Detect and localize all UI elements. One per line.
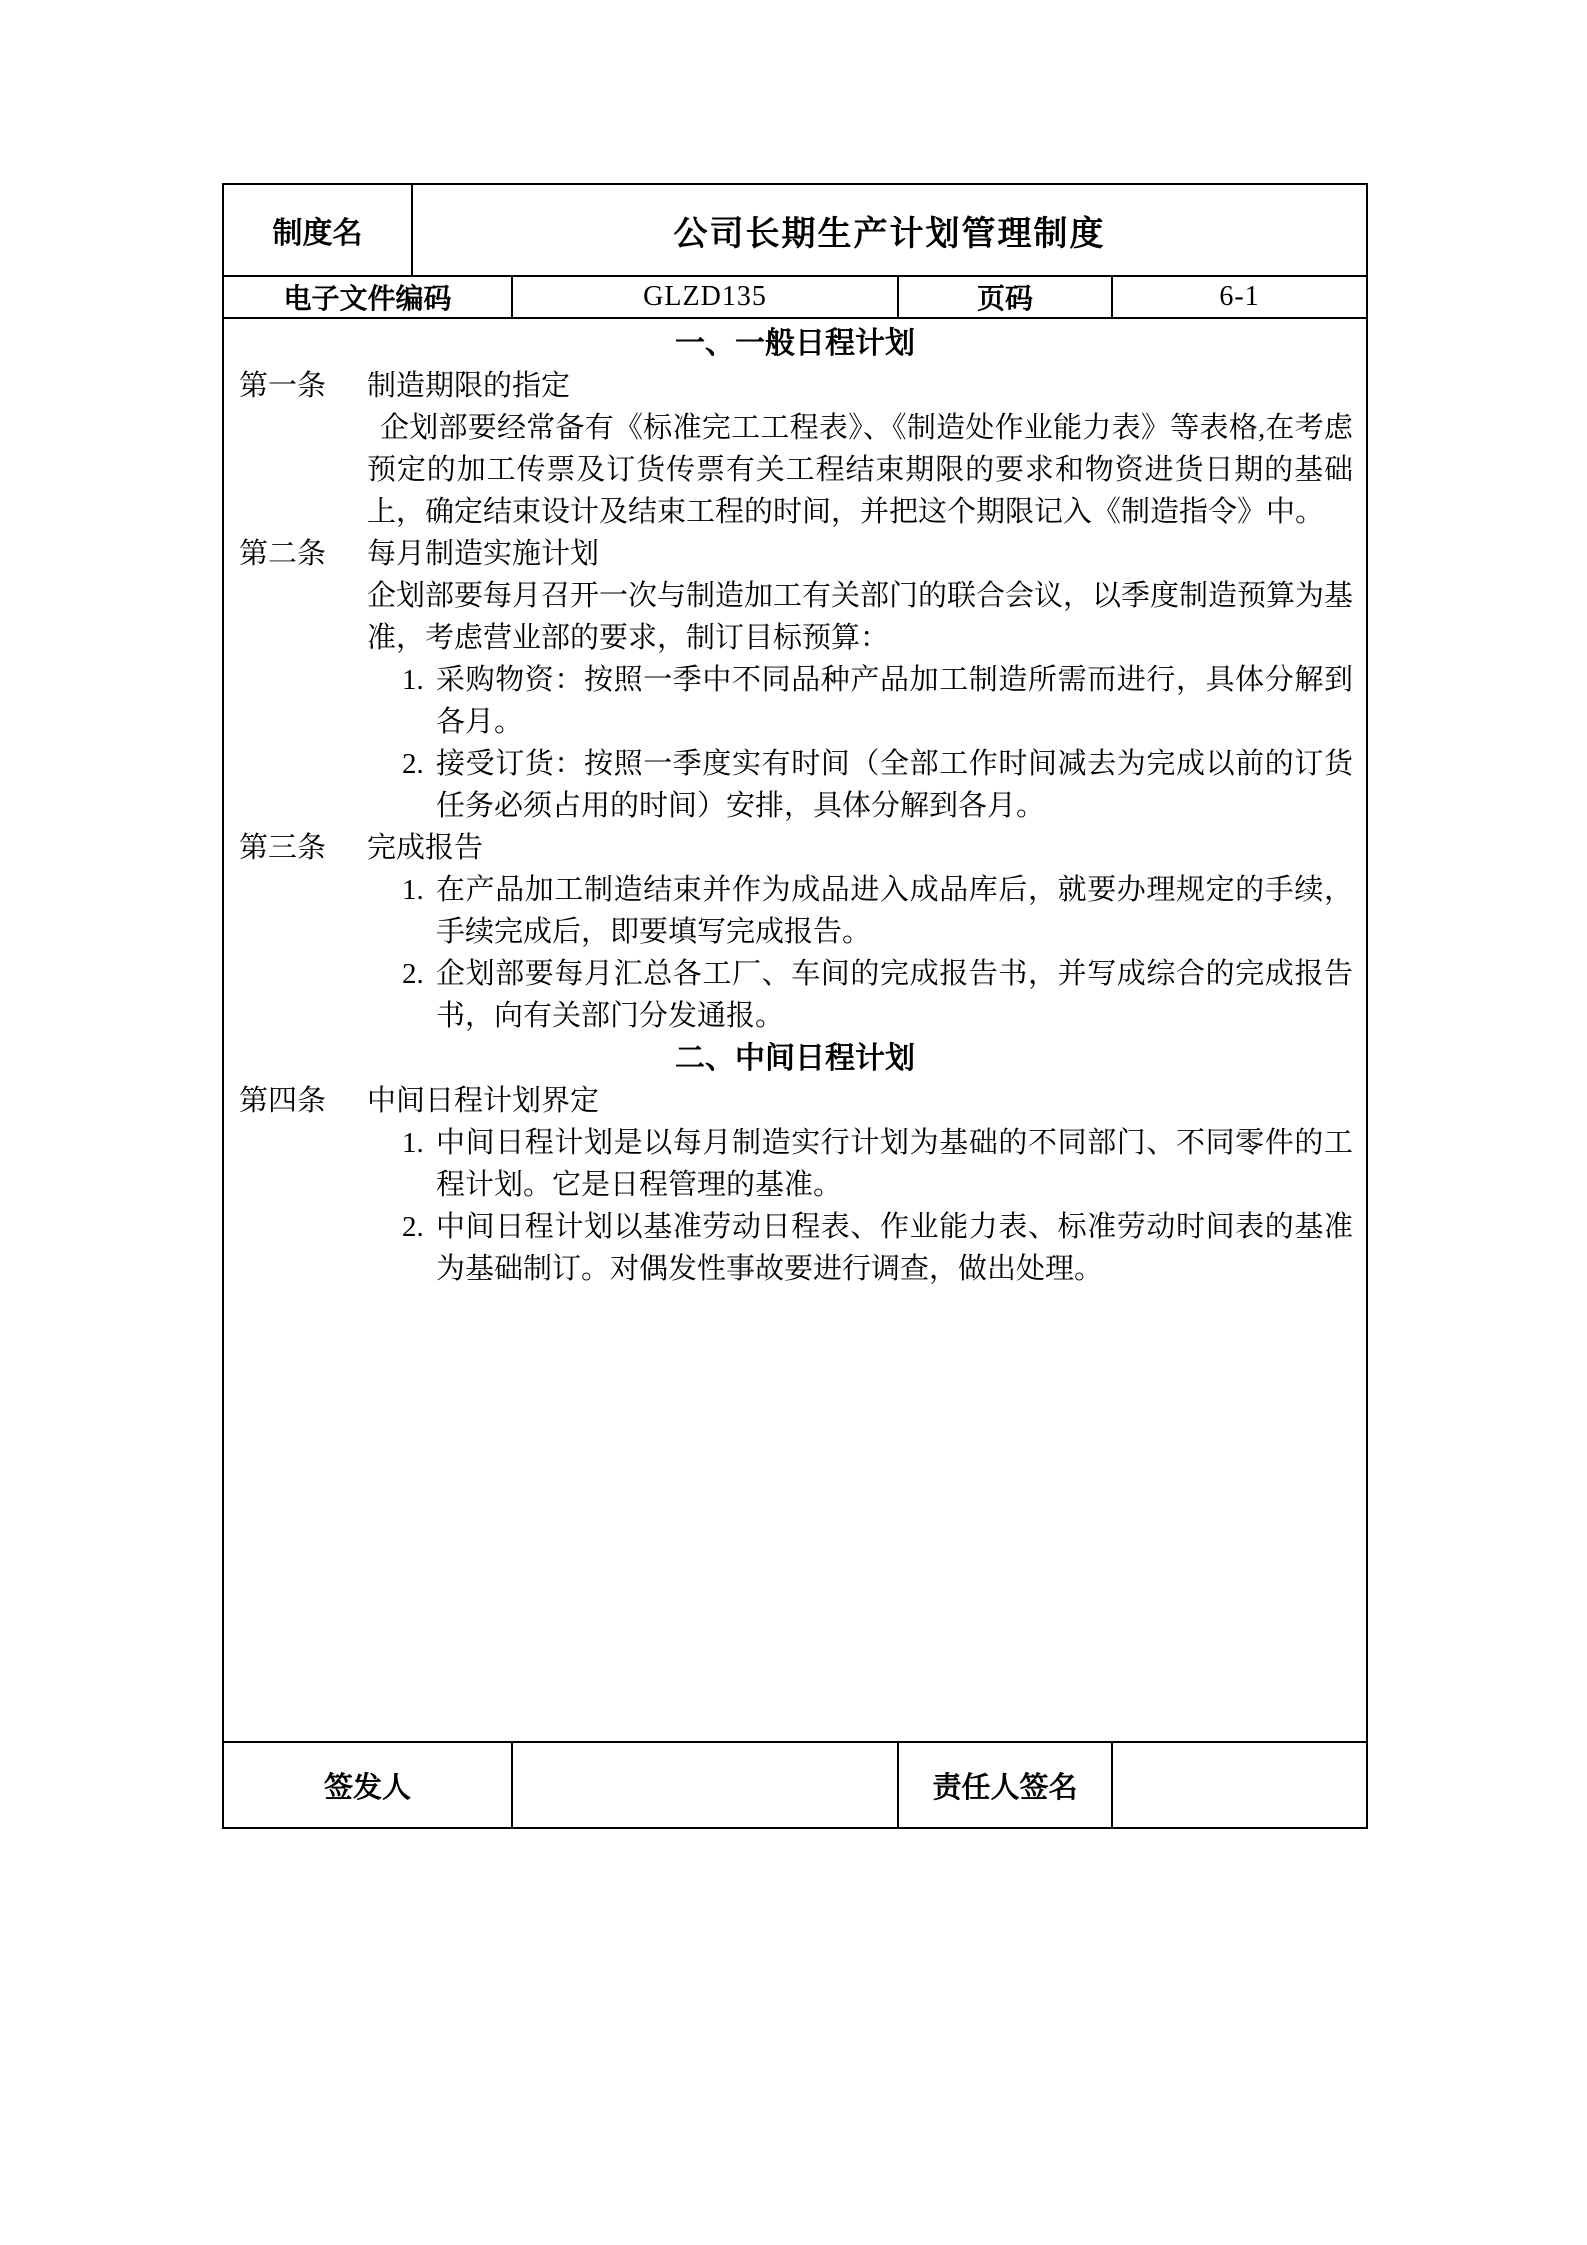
article-2-head <box>224 533 1366 575</box>
article-2 <box>224 533 1366 827</box>
article-4-item-1 <box>402 1122 1353 1206</box>
article-2-number: 第二条 <box>239 538 327 570</box>
page-number-label: 页码 <box>899 277 1113 317</box>
doc-code-value: GLZD135 <box>513 277 899 317</box>
article-1-head <box>224 365 1366 407</box>
item-number: 2. <box>402 958 424 990</box>
article-3-title: 完成报告 <box>367 832 484 864</box>
signer-value-cell <box>513 1743 899 1827</box>
page-number-value: 6-1 <box>1219 281 1260 312</box>
item-text: 采购物资：按照一季中不同品种产品加工制造所需而进行，具体分解到各月。 <box>436 664 1353 738</box>
article-3-item-2 <box>402 953 1353 1037</box>
article-3-number: 第三条 <box>239 832 327 864</box>
regulation-table <box>222 183 1368 1829</box>
meta-row <box>224 277 1366 319</box>
document-title: 公司长期生产计划管理制度 <box>673 214 1106 253</box>
article-4 <box>224 1080 1366 1290</box>
article-3 <box>224 827 1366 1037</box>
article-2-item-1 <box>402 659 1353 743</box>
item-number: 1. <box>402 664 424 696</box>
article-3-head <box>224 827 1366 869</box>
item-text: 中间日程计划以基准劳动日程表、作业能力表、标准劳动时间表的基准为基础制订。对偶发性事故要进行调查，做出处理。 <box>436 1211 1353 1285</box>
item-number: 1. <box>402 874 424 906</box>
article-1-number: 第一条 <box>239 370 327 402</box>
signer-label: 签发人 <box>224 1743 513 1827</box>
section-heading-general-schedule: 一、一般日程计划 <box>675 327 915 360</box>
responsible-signature-value-cell <box>1113 1743 1366 1827</box>
article-4-head <box>224 1080 1366 1122</box>
signature-row <box>224 1743 1366 1827</box>
doc-code-label: 电子文件编码 <box>224 277 513 317</box>
item-number: 2. <box>402 1211 424 1243</box>
item-number: 1. <box>402 1127 424 1159</box>
document-body <box>224 319 1366 1741</box>
article-3-item-1 <box>402 869 1353 953</box>
item-number: 2. <box>402 748 424 780</box>
responsible-signature-label: 责任人签名 <box>899 1743 1113 1827</box>
article-2-item-2 <box>402 743 1353 827</box>
article-2-paragraph: 企划部要每月召开一次与制造加工有关部门的联合会议，以季度制造预算为基准，考虑营业部的要求，制订目标预算： <box>367 580 1354 654</box>
regulation-name-label: 制度名 <box>224 185 413 275</box>
section-heading-intermediate-schedule: 二、中间日程计划 <box>675 1042 915 1075</box>
body-row <box>224 319 1366 1743</box>
item-text: 企划部要每月汇总各工厂、车间的完成报告书，并写成综合的完成报告书，向有关部门分发通报。 <box>436 958 1353 1032</box>
item-text: 在产品加工制造结束并作为成品进入成品库后，就要办理规定的手续，手续完成后，即要填写完成报告。 <box>436 874 1353 948</box>
article-2-title: 每月制造实施计划 <box>367 538 600 570</box>
article-4-title: 中间日程计划界定 <box>367 1085 600 1117</box>
item-text: 接受订货：按照一季度实有时间（全部工作时间减去为完成以前的订货任务必须占用的时间）安排，具体分解到各月。 <box>436 748 1353 822</box>
title-row <box>224 185 1366 277</box>
article-1 <box>224 365 1366 533</box>
article-4-item-2 <box>402 1206 1353 1290</box>
article-1-title: 制造期限的指定 <box>367 370 571 402</box>
article-1-paragraph: 企划部要经常备有《标准完工工程表》、《制造处作业能力表》等表格,在考虑预定的加工传票及订货传票有关工程结束期限的要求和物资进货日期的基础上，确定结束设计及结束工程的时间，并把这个期限记入《制造指令》中。 <box>367 412 1353 528</box>
article-4-number: 第四条 <box>239 1085 327 1117</box>
item-text: 中间日程计划是以每月制造实行计划为基础的不同部门、不同零件的工程计划。它是日程管理的基准。 <box>436 1127 1353 1201</box>
